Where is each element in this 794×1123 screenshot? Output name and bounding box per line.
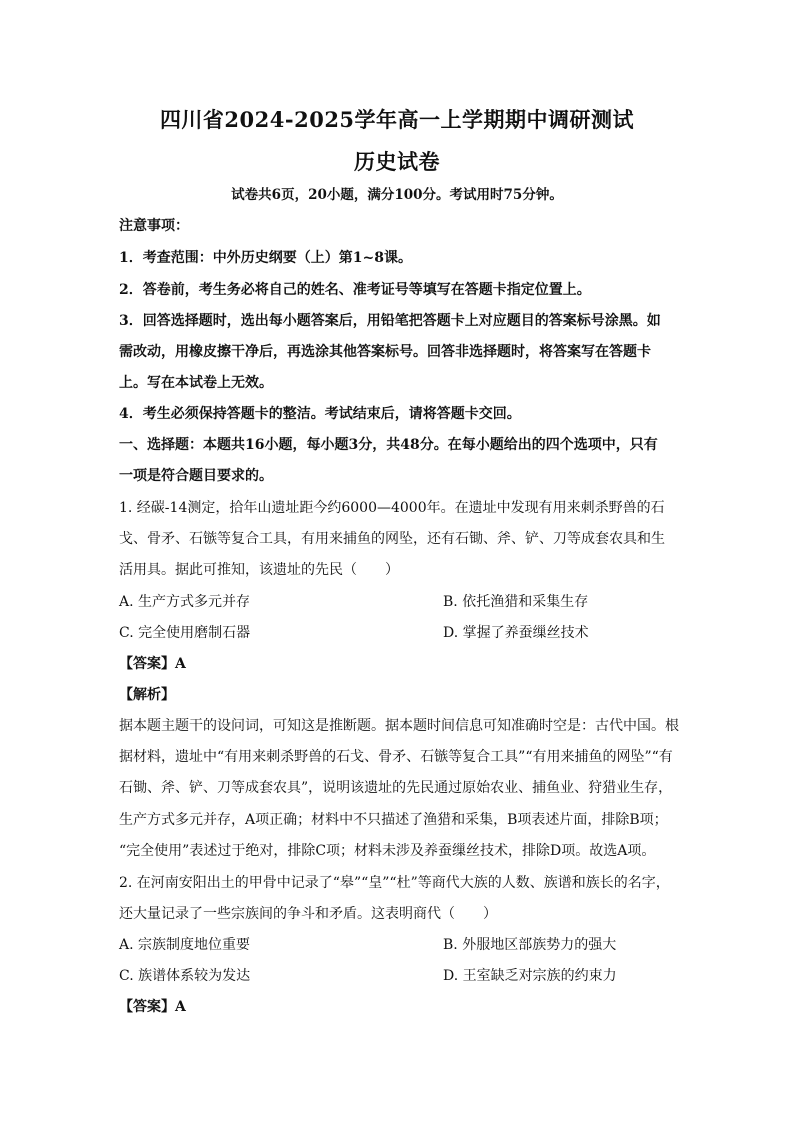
q2-option-d: D. 王室缺乏对宗族的约束力 xyxy=(443,968,617,984)
q1-analysis-line-1: 据本题主题干的设问词，可知这是推断题。据本题时间信息可知准确时空是：古代中国。根 xyxy=(119,718,679,734)
q1-analysis-line-2: 据材料，遗址中“有用来刺杀野兽的石戈、骨矛、石镞等复合工具”“有用来捕鱼的网坠”“有 xyxy=(119,749,673,765)
exam-info: 试卷共6页，20小题，满分100分。考试用时75分钟。 xyxy=(231,187,563,203)
section-heading-line-1: 一、选择题：本题共16小题，每小题3分，共48分。在每小题给出的四个选项中，只有 xyxy=(119,437,658,453)
q2-option-a: A. 宗族制度地位重要 xyxy=(119,937,251,953)
q2-option-b: B. 外服地区部族势力的强大 xyxy=(443,937,617,953)
q1-stem-line-1: 1. 经碳-14测定，拾年山遗址距今约6000—4000年。在遗址中发现有用来刺杀野兽的石 xyxy=(119,500,665,516)
q1-stem-line-2: 戈、骨矛、石镞等复合工具，有用来捕鱼的网坠，还有石锄、斧、铲、刀等成套农具和生 xyxy=(119,531,665,547)
q1-analysis-heading: 【解析】 xyxy=(119,687,175,703)
section-heading-line-2: 一项是符合题目要求的。 xyxy=(119,468,273,484)
q1-option-b: B. 依托渔猎和采集生存 xyxy=(443,594,589,610)
q1-stem-line-3: 活用具。据此可推知，该遗址的先民（ ） xyxy=(119,562,399,578)
notice-4: 4．考生必须保持答题卡的整洁。考试结束后，请将答题卡交回。 xyxy=(119,406,521,422)
q1-analysis-line-5: “完全使用”表述过于绝对，排除C项；材料未涉及养蚕缫丝技术，排除D项。故选A项。 xyxy=(119,843,656,859)
notice-2: 2．答卷前，考生务必将自己的姓名、准考证号等填写在答题卡指定位置上。 xyxy=(119,282,591,298)
q2-option-c: C. 族谱体系较为发达 xyxy=(119,968,251,984)
q2-stem-line-1: 2. 在河南安阳出土的甲骨中记录了“皋”“皇”“杜”等商代大族的人数、族谱和族长的名字， xyxy=(119,875,670,891)
notice-3-line-1: 3．回答选择题时，选出每小题答案后，用铅笔把答题卡上对应题目的答案标号涂黑。如 xyxy=(119,313,661,329)
q1-option-a: A. 生产方式多元并存 xyxy=(119,594,251,610)
q1-option-c: C. 完全使用磨制石器 xyxy=(119,625,251,641)
notice-1: 1．考查范围：中外历史纲要（上）第1~8课。 xyxy=(119,250,412,266)
page-subtitle: 历史试卷 xyxy=(354,149,440,174)
q2-answer: 【答案】A xyxy=(119,999,186,1015)
notice-3-line-2: 需改动，用橡皮擦干净后，再选涂其他答案标号。回答非选择题时，将答案写在答题卡 xyxy=(119,344,651,360)
q1-answer: 【答案】A xyxy=(119,656,186,672)
notice-heading: 注意事项： xyxy=(119,218,189,234)
page-title: 四川省2024-2025学年高一上学期期中调研测试 xyxy=(159,107,635,132)
q1-analysis-line-4: 生产方式多元并存，A项正确；材料中不只描述了渔猎和采集，B项表述片面，排除B项； xyxy=(119,812,668,828)
notice-3-line-3: 上。写在本试卷上无效。 xyxy=(119,375,273,391)
q1-option-d: D. 掌握了养蚕缫丝技术 xyxy=(443,625,589,641)
q1-analysis-line-3: 石锄、斧、铲、刀等成套农具”，说明该遗址的先民通过原始农业、捕鱼业、狩猎业生存， xyxy=(119,780,673,796)
q2-stem-line-2: 还大量记录了一些宗族间的争斗和矛盾。这表明商代（ ） xyxy=(119,906,497,922)
